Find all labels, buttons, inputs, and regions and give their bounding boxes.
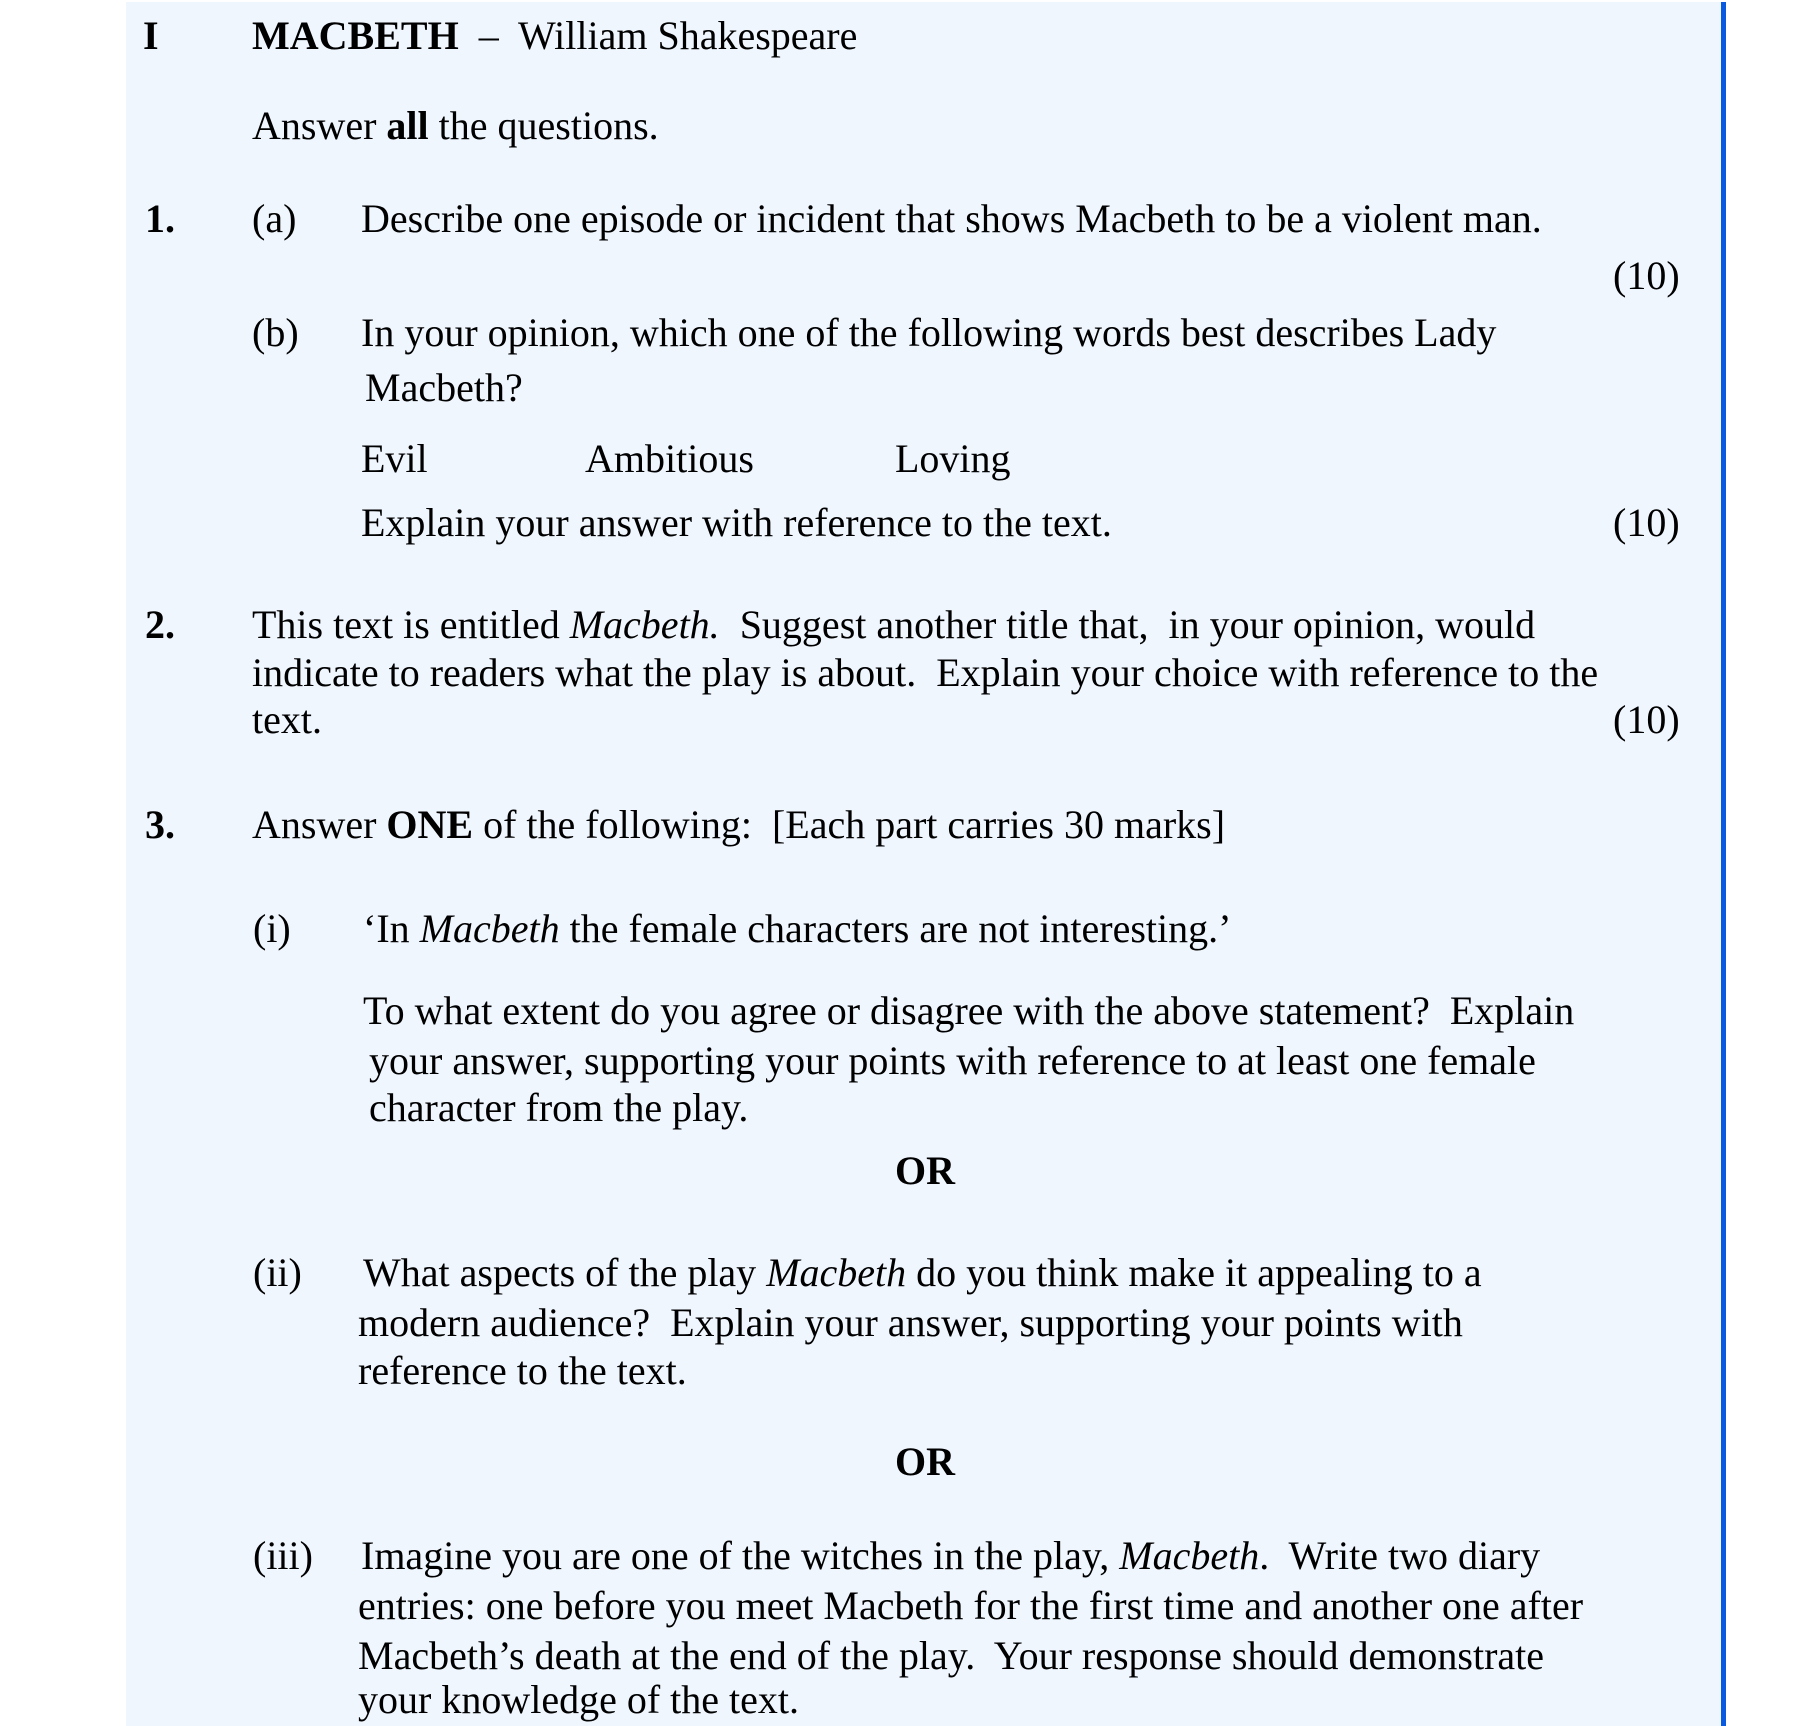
question-3ii-line3: reference to the text. [358,1348,687,1393]
q3ii-text-end: do you think make it appealing to a [906,1250,1482,1295]
question-1a-text: Describe one episode or incident that shows Macbeth to be a violent man. [361,196,1542,241]
question-3ii-line1 [363,1250,1482,1295]
question-1b-explain: Explain your answer with reference to the text. [361,500,1112,545]
instruction-text: Answer [252,103,387,148]
question-3iii-line3: Macbeth’s death at the end of the play. Your response should demonstrate [358,1633,1545,1678]
question-1b-option-ambitious: Ambitious [585,436,754,481]
question-1b-label: (b) [252,310,299,355]
question-3ii-line2: modern audience? Explain your answer, supporting your points with [358,1300,1463,1345]
question-1b-option-loving: Loving [895,436,1011,481]
question-2-line1 [252,602,1536,647]
q3-intro-emphasis: ONE [386,802,474,847]
q3ii-play-title: Macbeth [766,1250,907,1295]
question-3-intro [252,802,1226,847]
question-2-line2: indicate to readers what the play is about. Explain your choice with reference to the [252,650,1599,695]
q3ii-text: What aspects of the play [363,1250,767,1295]
question-3-number: 3. [145,802,175,847]
question-1-number: 1. [145,196,175,241]
q2-play-title: Macbeth. [569,602,720,647]
or-divider-1: OR [895,1148,955,1193]
section-instruction [252,103,659,148]
question-3i-quote [363,906,1232,951]
question-3ii-label: (ii) [253,1250,302,1295]
title-separator: – [478,13,499,58]
instruction-emphasis: all [386,103,429,148]
or-divider-2: OR [895,1439,955,1484]
question-3iii-line4: your knowledge of the text. [358,1677,799,1722]
question-1a-label: (a) [252,196,297,241]
q3i-quote-end: the female characters are not interesting.’ [559,906,1232,951]
question-3i-line3: character from the play. [369,1085,749,1130]
question-2-line3: text. [252,697,322,742]
q3iii-text: Imagine you are one of the witches in the play, [361,1533,1120,1578]
question-3i-label: (i) [253,906,291,951]
instruction-text-end: the questions. [428,103,659,148]
question-1b-text-line2: Macbeth? [365,365,523,410]
q3iii-play-title: Macbeth [1119,1533,1260,1578]
question-1b-text-line1: In your opinion, which one of the following words best describes Lady [361,310,1497,355]
section-number: I [143,13,159,58]
question-2-marks: (10) [1613,697,1680,742]
q3iii-text-end: . Write two diary [1259,1533,1541,1578]
q3i-quote-open: ‘In [363,906,420,951]
question-1b-option-evil: Evil [361,436,428,481]
question-3iii-line1 [361,1533,1541,1578]
section-title [252,13,858,58]
q3i-play-title: Macbeth [419,906,560,951]
q2-text: This text is entitled [252,602,570,647]
q3-intro-text-end: of the following: [Each part carries 30 marks] [473,802,1226,847]
question-3i-line1: To what extent do you agree or disagree with the above statement? Explain [363,988,1575,1033]
play-title: MACBETH [252,13,459,58]
question-2-number: 2. [145,602,175,647]
question-1b-marks: (10) [1613,500,1680,545]
question-1a-marks: (10) [1613,253,1680,298]
q3-intro-text: Answer [252,802,387,847]
q2-text-end: Suggest another title that, in your opinion, would [719,602,1536,647]
question-3iii-line2: entries: one before you meet Macbeth for the first time and another one after [358,1583,1584,1628]
question-3iii-label: (iii) [253,1533,313,1578]
play-author: William Shakespeare [517,13,858,58]
question-3i-line2: your answer, supporting your points with reference to at least one female [369,1038,1536,1083]
